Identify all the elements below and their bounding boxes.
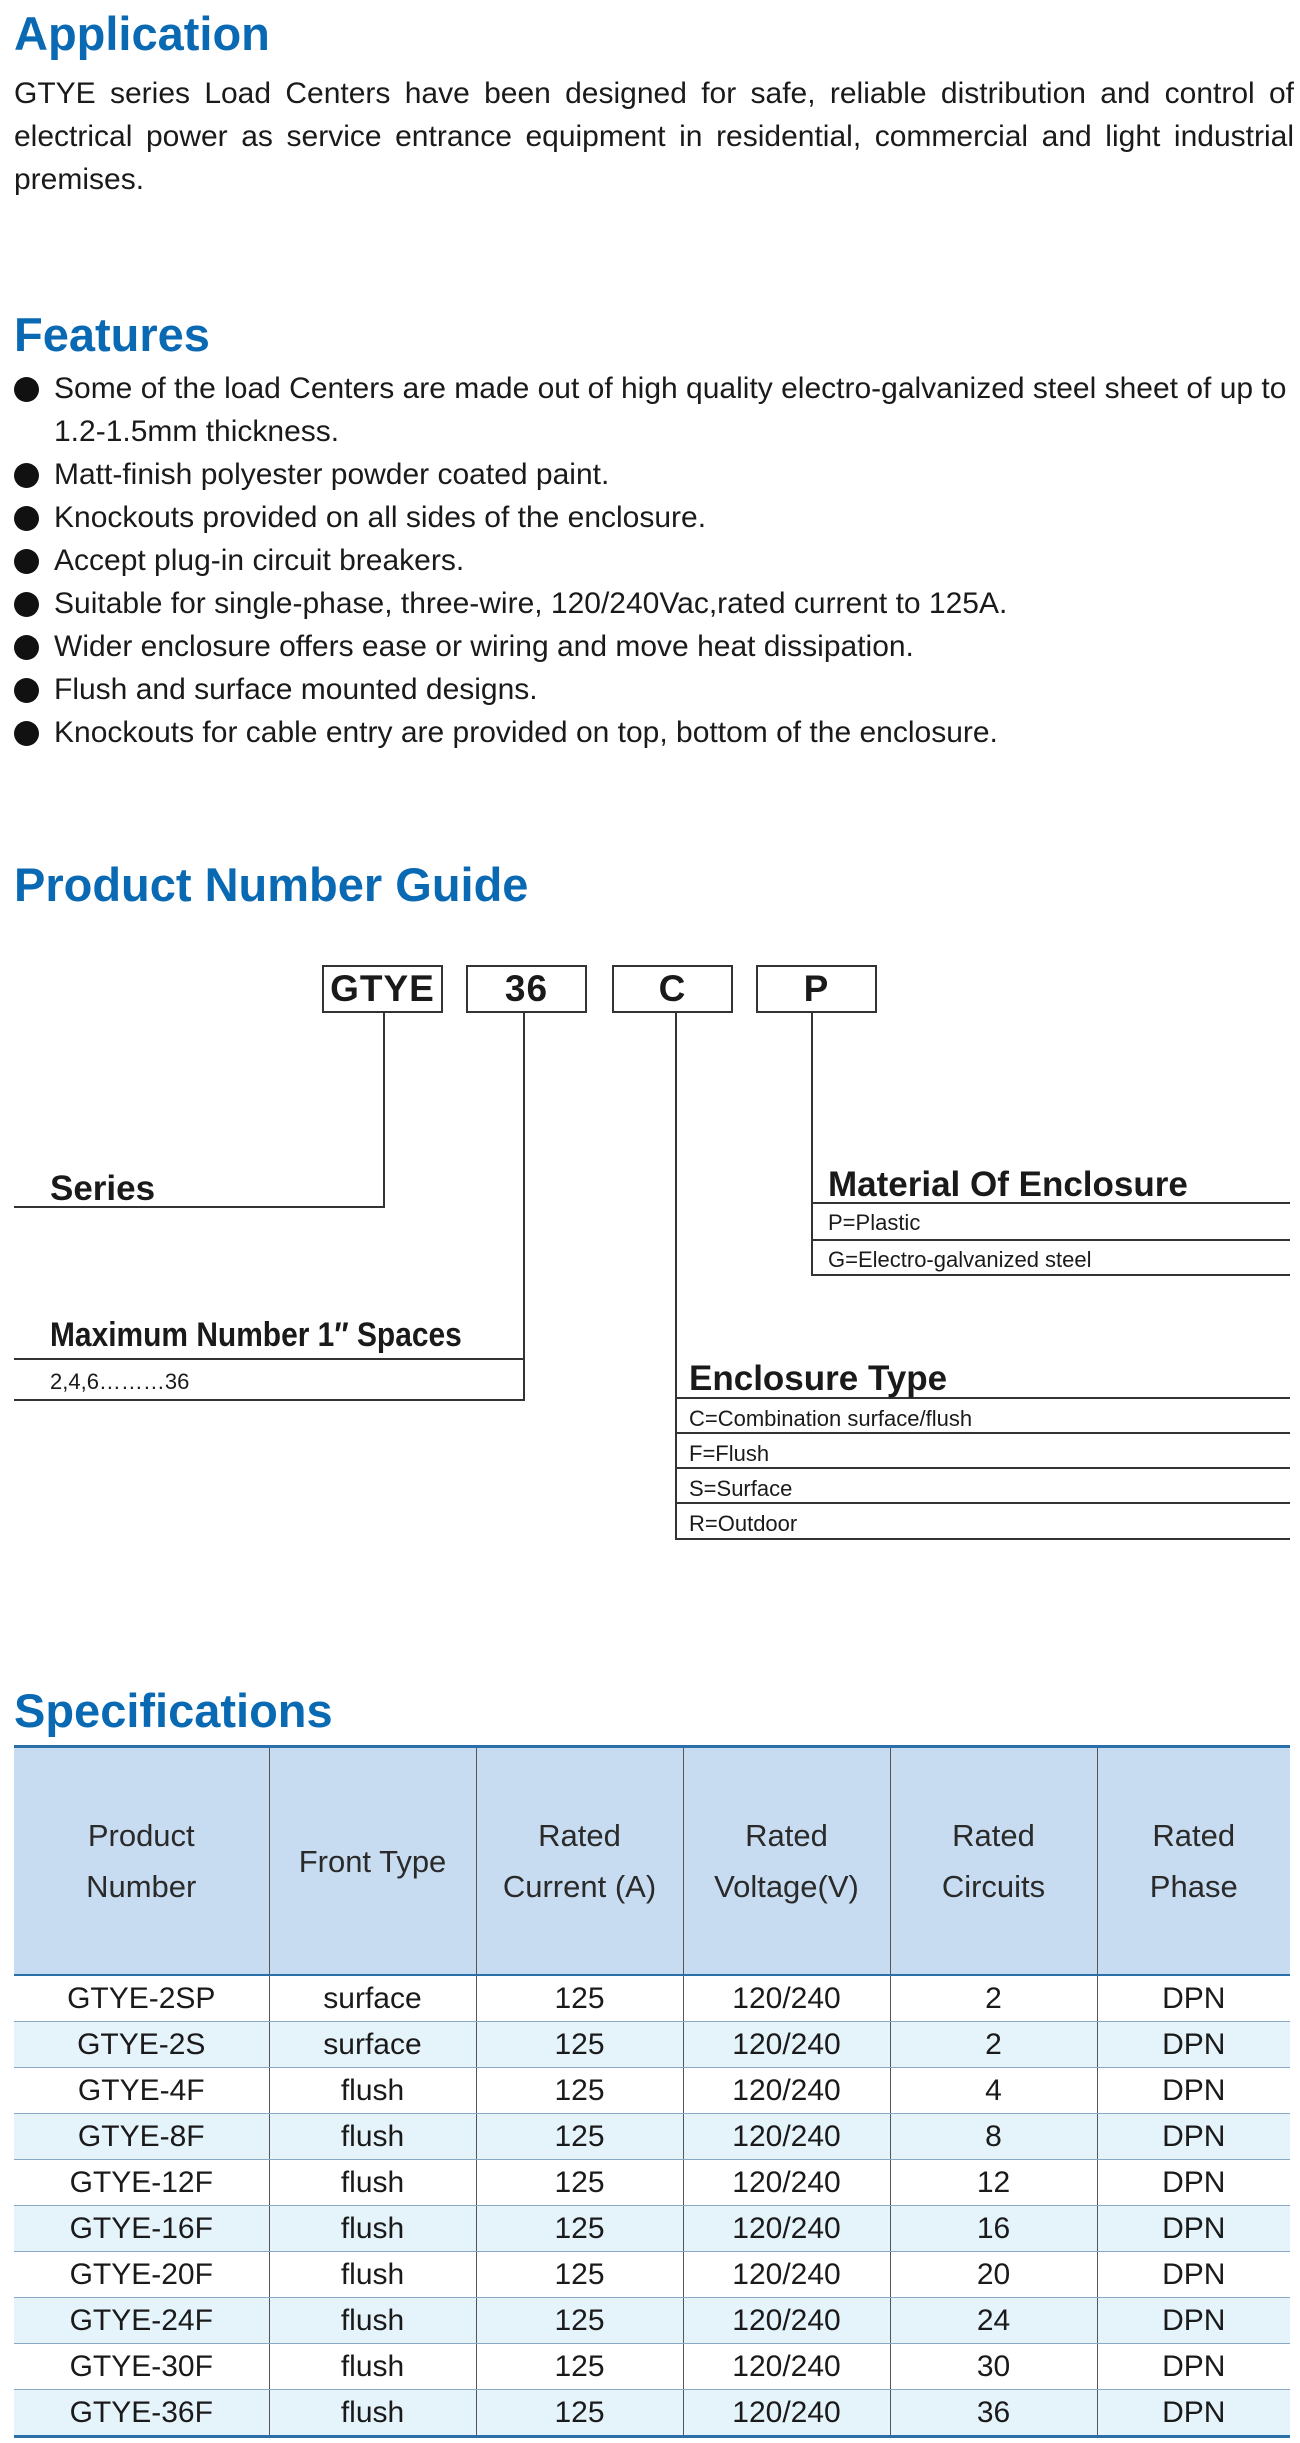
header-rated-phase: Rated Phase	[1097, 1747, 1290, 1976]
code-box-enclosure-type: C	[612, 965, 733, 1013]
header-front-type: Front Type	[269, 1747, 476, 1976]
enclosure-type-option: F=Flush	[689, 1441, 770, 1466]
code-box-material: P	[756, 965, 877, 1013]
enclosure-type-option: S=Surface	[689, 1476, 793, 1501]
material-connector	[812, 1013, 1290, 1275]
enclosure-type-option: C=Combination surface/flush	[689, 1406, 973, 1431]
enclosure-type-option: R=Outdoor	[689, 1511, 798, 1536]
table-row: GTYE-24F flush 125 120/240 24 DPN	[14, 2298, 1290, 2344]
material-label: Material Of Enclosure	[828, 1165, 1188, 1204]
table-row: GTYE-8F flush 125 120/240 8 DPN	[14, 2114, 1290, 2160]
code-box-series: GTYE	[322, 965, 443, 1013]
feature-item: Some of the load Centers are made out of high quality electro-galvanized steel sheet of up to 1.2-1.5mm thickness.	[14, 367, 1294, 453]
material-option: P=Plastic	[828, 1210, 921, 1235]
spaces-option: 2,4,6………36	[50, 1369, 190, 1394]
feature-item: Matt-finish polyester powder coated paint.	[14, 453, 1294, 496]
table-row: GTYE-36F flush 125 120/240 36 DPN	[14, 2390, 1290, 2437]
application-title: Application	[14, 7, 270, 60]
table-row: GTYE-2SP surface 125 120/240 2 DPN	[14, 1975, 1290, 2022]
feature-item: Wider enclosure offers ease or wiring and move heat dissipation.	[14, 625, 1294, 668]
specifications-table	[14, 1745, 1290, 2438]
feature-item: Knockouts provided on all sides of the enclosure.	[14, 496, 1294, 539]
header-rated-voltage: Rated Voltage(V)	[683, 1747, 890, 1976]
table-row: GTYE-4F flush 125 120/240 4 DPN	[14, 2068, 1290, 2114]
feature-item: Suitable for single-phase, three-wire, 120/240Vac,rated current to 125A.	[14, 582, 1294, 625]
table-header-row	[14, 1747, 1290, 1976]
header-rated-circuits: Rated Circuits	[890, 1747, 1097, 1976]
specifications-title: Specifications	[14, 1684, 333, 1737]
table-row: GTYE-2S surface 125 120/240 2 DPN	[14, 2022, 1290, 2068]
application-text: GTYE series Load Centers have been designed for safe, reliable distribution and control of electrical power as service entrance equipment in residential, commercial and light industrial premises.	[14, 77, 1294, 196]
spaces-label: Maximum Number 1″ Spaces	[50, 1316, 462, 1354]
feature-item: Flush and surface mounted designs.	[14, 668, 1294, 711]
feature-item: Knockouts for cable entry are provided on top, bottom of the enclosure.	[14, 711, 1294, 754]
table-row: GTYE-16F flush 125 120/240 16 DPN	[14, 2206, 1290, 2252]
code-box-spaces: 36	[466, 965, 587, 1013]
header-product-number: Product Number	[14, 1747, 269, 1976]
feature-item: Accept plug-in circuit breakers.	[14, 539, 1294, 582]
header-rated-current: Rated Current (A)	[476, 1747, 683, 1976]
features-title: Features	[14, 308, 210, 361]
guide-title: Product Number Guide	[14, 858, 529, 911]
table-row: GTYE-12F flush 125 120/240 12 DPN	[14, 2160, 1290, 2206]
enclosure-type-label: Enclosure Type	[689, 1359, 948, 1398]
table-row: GTYE-20F flush 125 120/240 20 DPN	[14, 2252, 1290, 2298]
series-label: Series	[50, 1169, 156, 1208]
material-option: G=Electro-galvanized steel	[828, 1247, 1092, 1272]
table-row: GTYE-30F flush 125 120/240 30 DPN	[14, 2344, 1290, 2390]
